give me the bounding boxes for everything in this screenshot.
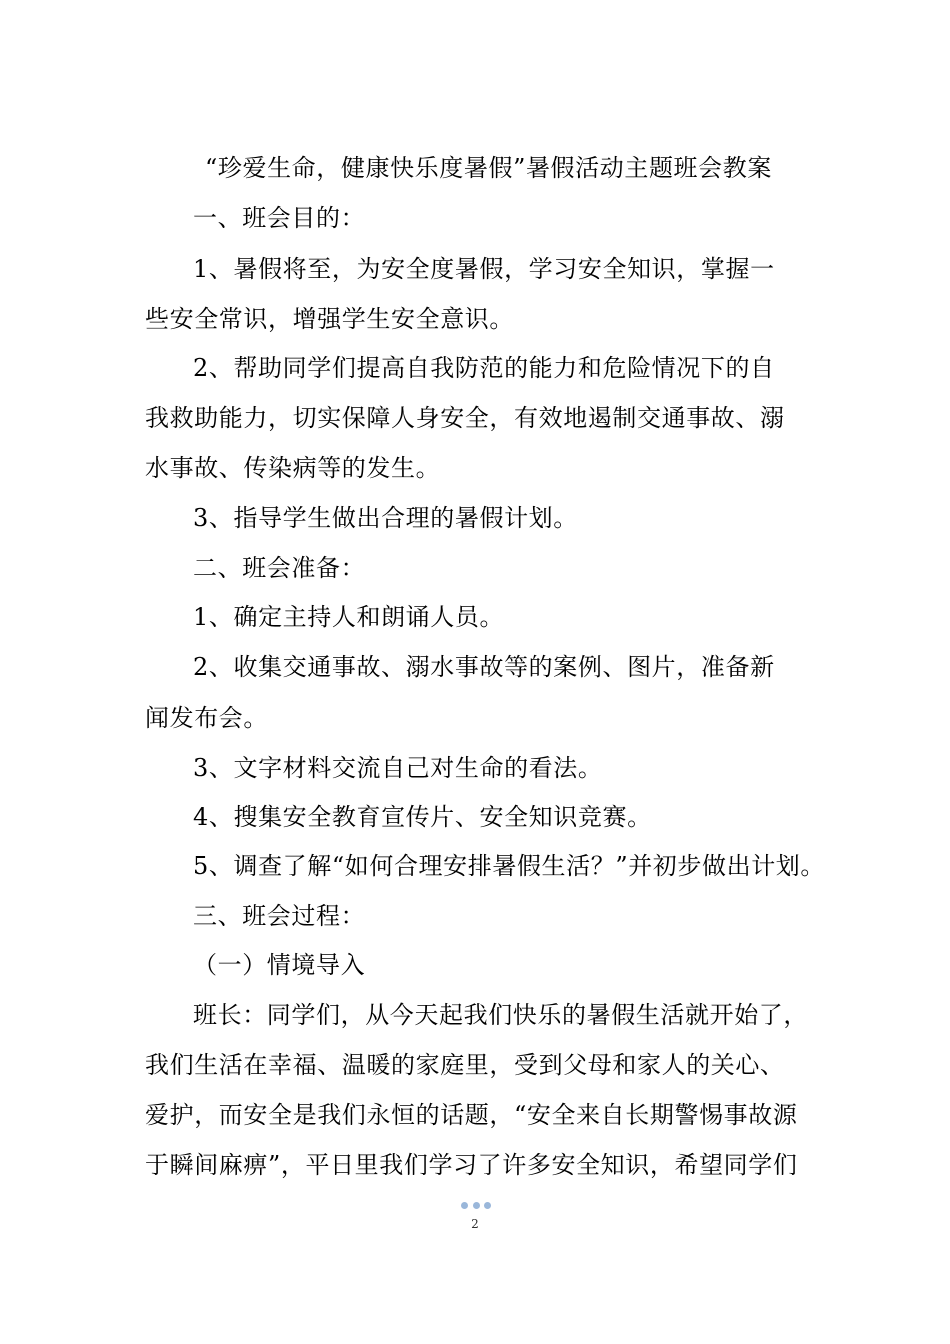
dot-icon xyxy=(461,1202,468,1209)
paragraph-line: 5、调查了解“如何合理安排暑假生活？”并初步做出计划。 xyxy=(193,852,826,880)
page-number: 2 xyxy=(471,1217,479,1231)
paragraph-line: 2、帮助同学们提高自我防范的能力和危险情况下的自 xyxy=(193,354,775,382)
paragraph-line: 于瞬间麻痹”，平日里我们学习了许多安全知识，希望同学们 xyxy=(145,1151,798,1179)
dot-icon xyxy=(473,1202,480,1209)
paragraph-line: 我救助能力，切实保障人身安全，有效地遏制交通事故、溺 xyxy=(145,404,785,432)
paragraph-line: 1、暑假将至，为安全度暑假，学习安全知识，掌握一 xyxy=(193,255,775,283)
paragraph-line: 些安全常识，增强学生安全意识。 xyxy=(145,305,514,333)
paragraph-line: 闻发布会。 xyxy=(145,704,268,732)
paragraph-line: 1、确定主持人和朗诵人员。 xyxy=(193,603,505,631)
section-heading: 一、班会目的： xyxy=(193,204,366,232)
footer-dots-ornament xyxy=(461,1202,491,1210)
paragraph-line: 3、文字材料交流自己对生命的看法。 xyxy=(193,754,603,782)
paragraph-line: 水事故、传染病等的发生。 xyxy=(145,454,441,482)
paragraph-line: 我们生活在幸福、温暖的家庭里，受到父母和家人的关心、 xyxy=(145,1051,785,1079)
paragraph-line: 4、搜集安全教育宣传片、安全知识竞赛。 xyxy=(193,803,652,831)
section-heading: 三、班会过程： xyxy=(193,902,366,930)
paragraph-line: 3、指导学生做出合理的暑假计划。 xyxy=(193,504,578,532)
paragraph-line: 班长：同学们，从今天起我们快乐的暑假生活就开始了， xyxy=(193,1001,808,1029)
document-title: “珍爱生命，健康快乐度暑假”暑假活动主题班会教案 xyxy=(205,154,772,182)
paragraph-line: 2、收集交通事故、溺水事故等的案例、图片，准备新 xyxy=(193,653,775,681)
subsection-heading: （一）情境导入 xyxy=(193,951,366,979)
paragraph-line: 爱护，而安全是我们永恒的话题，“安全来自长期警惕事故源 xyxy=(145,1101,798,1129)
section-heading: 二、班会准备： xyxy=(193,554,366,582)
dot-icon xyxy=(484,1202,491,1209)
